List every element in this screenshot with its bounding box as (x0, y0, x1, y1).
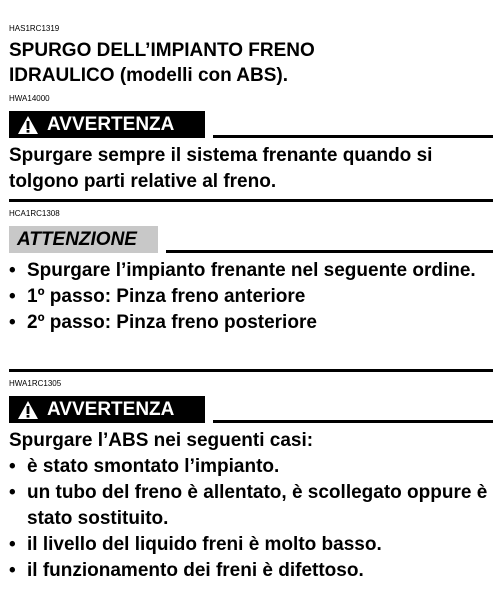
warning1-rule (213, 135, 493, 138)
caution-label: ATTENZIONE (17, 228, 137, 250)
warning2-label-box (9, 396, 205, 423)
warning1-header (9, 111, 493, 138)
warning1-text: Spurgare sempre il sistema frenante quando si tolgono parti relative al freno. (9, 145, 433, 192)
caution-header (9, 226, 493, 253)
caution-code: HCA1RC1308 (9, 209, 60, 218)
caution-label-box (9, 226, 158, 253)
warning2-rule (213, 420, 493, 423)
list-item: • Spurgare l’impianto frenante nel seguente ordine. (9, 258, 493, 284)
section-code: HAS1RC1319 (9, 24, 60, 33)
list-item: • è stato smontato l’impianto. (9, 454, 493, 480)
warning1-code: HWA14000 (9, 94, 50, 103)
section-title-line1: SPURGO DELL’IMPIANTO FRENO (9, 40, 315, 61)
list-item: • un tubo del freno è allentato, è scollegato oppure è stato sostituito. (9, 480, 493, 532)
caution-list (9, 258, 493, 336)
warning-triangle-icon (17, 400, 39, 420)
list-item: • 2º passo: Pinza freno posteriore (9, 310, 493, 336)
warning1-label: AVVERTENZA (47, 113, 175, 135)
list-item: • il funzionamento dei freni è difettoso. (9, 558, 493, 584)
caution-bottom-rule (9, 369, 493, 372)
warning2-list (9, 454, 493, 584)
warning1-label-box (9, 111, 205, 138)
list-item: • il livello del liquido freni è molto basso. (9, 532, 493, 558)
warning2-intro: Spurgare l’ABS nei seguenti casi: (9, 430, 314, 451)
section-title-line2: IDRAULICO (modelli con ABS). (9, 65, 289, 86)
warning2-label: AVVERTENZA (47, 398, 175, 420)
warning2-code: HWA1RC1305 (9, 379, 62, 388)
caution-rule (166, 250, 493, 253)
warning1-bottom-rule (9, 199, 493, 202)
warning2-header (9, 396, 493, 423)
warning-triangle-icon (17, 115, 39, 135)
list-item: • 1º passo: Pinza freno anteriore (9, 284, 493, 310)
